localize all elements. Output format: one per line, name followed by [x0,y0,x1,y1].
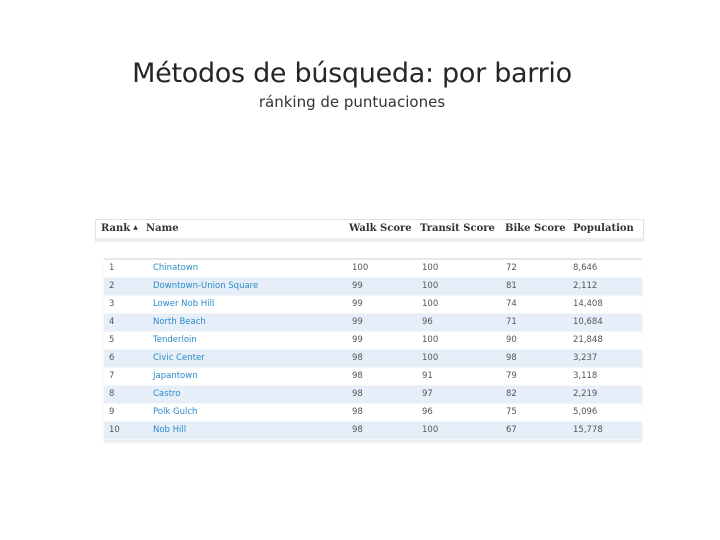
bike-score-cell: 90 [506,335,517,345]
population-cell: 2,112 [573,281,598,291]
bike-score-cell: 74 [506,299,517,309]
neighborhood-link[interactable]: North Beach [153,317,206,327]
walk-score-cell: 98 [352,389,363,399]
transit-score-column-header[interactable]: Transit Score [420,223,495,234]
bike-score-cell: 79 [506,371,517,381]
neighborhood-link[interactable]: Tenderloin [153,335,197,345]
rank-cell: 10 [109,425,120,435]
population-cell: 14,408 [573,299,603,309]
bike-score-cell: 72 [506,263,517,273]
table-row [104,296,642,314]
population-cell: 8,646 [573,263,598,273]
bike-score-cell: 82 [506,389,517,399]
transit-score-cell: 96 [422,407,433,417]
population-cell: 3,118 [573,371,598,381]
population-cell: 5,096 [573,407,598,417]
table-row [104,404,642,422]
rank-column-header[interactable] [101,223,138,234]
table-row [104,332,642,350]
transit-score-cell: 100 [422,281,439,291]
table-row [104,350,642,368]
name-column-header[interactable]: Name [146,223,179,234]
rank-cell: 8 [109,389,115,399]
population-cell: 21,848 [573,335,603,345]
table-row [104,386,642,404]
neighborhood-ranking-table [104,258,642,442]
walk-score-cell: 98 [352,371,363,381]
rank-cell: 3 [109,299,115,309]
walk-score-cell: 99 [352,281,363,291]
table-row [104,278,642,296]
table-row [104,422,642,440]
rank-cell: 9 [109,407,115,417]
rank-cell: 6 [109,353,115,363]
rank-header-label: Rank [101,223,131,234]
transit-score-cell: 91 [422,371,433,381]
walk-score-cell: 99 [352,317,363,327]
bike-score-column-header[interactable]: Bike Score [505,223,566,234]
walk-score-cell: 98 [352,407,363,417]
rank-cell: 2 [109,281,115,291]
walk-score-cell: 98 [352,353,363,363]
transit-score-cell: 100 [422,425,439,435]
walk-score-cell: 100 [352,263,369,273]
transit-score-cell: 97 [422,389,433,399]
bike-score-cell: 67 [506,425,517,435]
bike-score-cell: 81 [506,281,517,291]
rank-cell: 1 [109,263,115,273]
transit-score-cell: 96 [422,317,433,327]
transit-score-cell: 100 [422,335,439,345]
population-cell: 10,684 [573,317,603,327]
rank-cell: 7 [109,371,115,381]
neighborhood-link[interactable]: Nob Hill [153,425,187,435]
neighborhood-link[interactable]: Castro [153,389,181,399]
population-cell: 2,219 [573,389,598,399]
walk-score-cell: 98 [352,425,363,435]
transit-score-cell: 100 [422,263,439,273]
population-column-header[interactable]: Population [573,223,634,234]
slide-title: Métodos de búsqueda: por barrio [132,58,572,89]
neighborhood-link[interactable]: Downtown-Union Square [153,281,259,291]
rank-cell: 4 [109,317,115,327]
neighborhood-link[interactable]: Polk Gulch [153,407,198,417]
slide-subtitle: ránking de puntuaciones [258,93,446,111]
walk-score-column-header[interactable]: Walk Score [349,223,412,234]
bike-score-cell: 75 [506,407,517,417]
neighborhood-link[interactable]: Lower Nob Hill [153,299,215,309]
bike-score-cell: 98 [506,353,517,363]
neighborhood-link[interactable]: Chinatown [153,263,199,273]
table-row [104,260,642,278]
walk-score-cell: 99 [352,335,363,345]
table-header [95,219,644,242]
transit-score-cell: 100 [422,353,439,363]
sort-ascending-icon: ▲ [133,224,138,231]
population-cell: 15,778 [573,425,603,435]
table-row [104,368,642,386]
walk-score-cell: 99 [352,299,363,309]
table-row [104,314,642,332]
neighborhood-link[interactable]: Japantown [153,371,198,381]
neighborhood-link[interactable]: Civic Center [153,353,205,363]
population-cell: 3,237 [573,353,598,363]
bike-score-cell: 71 [506,317,517,327]
transit-score-cell: 100 [422,299,439,309]
rank-cell: 5 [109,335,115,345]
